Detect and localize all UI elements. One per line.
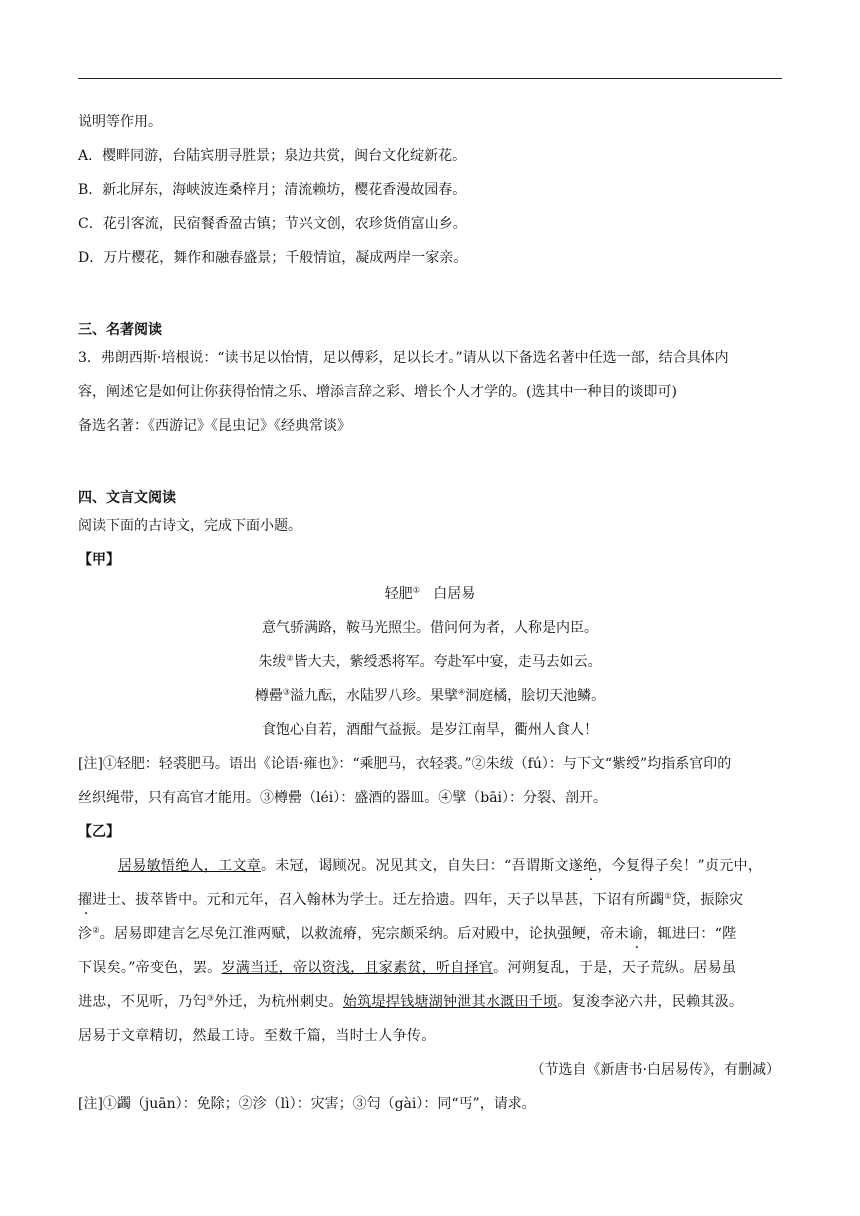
poem-title-line	[0, 584, 860, 604]
section3-heading: 三、名著阅读	[78, 322, 162, 338]
option-c: C．花引客流，民宿餐香盈古镇；节兴文创，农珍货俏富山乡。	[78, 216, 467, 232]
jia-note-line2: 丝织绳带，只有高官才能用。③樽罍（léi）：盛酒的器皿。④擘（bāi）：分裂、剖开。	[78, 790, 608, 806]
yi-label: 【乙】	[78, 824, 120, 840]
yi-source: （节选自《新唐书·白居易传》，有删减）	[530, 1062, 780, 1078]
poem-title-note: ①	[412, 585, 420, 595]
jia-note-line1: [注]①轻肥：轻裘肥马。语出《论语·雍也》：“乘肥马，衣轻裘。”②朱绂（fú）：与下文“紫绶”均指系官印的	[78, 756, 732, 772]
yi-line-1: 居易敏悟绝人，工文章。未冠，谒顾况。况见其文，自失曰：“吾谓斯文遂绝，今复得子矣！”贞元中，	[118, 858, 763, 874]
jia-label: 【甲】	[78, 552, 120, 568]
yi-line-3: 沴②。居易即建言乞尽免江淮两赋，以救流瘠，宪宗颇采纳。后对殿中，论执强鲠，帝未谕，辄进曰：“陛	[78, 925, 737, 942]
section3-books: 备选名著：《西游记》《昆虫记》《经典常谈》	[78, 418, 351, 434]
yi-line-5: 进忠，不见听，乃匄③外迁，为杭州刺史。始筑堤捍钱塘湖钟泄其水溉田千顷。复浚李泌六井，民赖其汲。	[78, 993, 744, 1010]
yi-line-4: 下误矣。”帝变色，罢。岁满当迁，帝以资浅，且家素贫，听自择官。河朔复乱，于是，天子荒纵。居易虽	[78, 960, 737, 976]
yi-line-2: 擢进士、拔萃皆中。元和元年，召入翰林为学士。迁左拾遗。四年，天子以旱甚，下诏有所蠲①贷，振除灾	[78, 891, 744, 908]
section3-question-line1: 3．弗朗西斯·培根说：“读书足以怡情，足以傅彩，足以长才。”请从以下备选名著中任选一部，结合具体内	[78, 350, 729, 366]
option-a: A．樱畔同游，台陆宾朋寻胜景；泉边共赏，闽台文化绽新花。	[78, 148, 467, 164]
option-b: B．新北屏东，海峡波连桑梓月；清流赖坊，樱花香漫故园春。	[78, 182, 467, 198]
option-d: D．万片樱花，舞作和融春盛景；千般情谊，凝成两岸一家亲。	[78, 250, 468, 266]
section4-instruction: 阅读下面的古诗文，完成下面小题。	[78, 518, 302, 534]
poem-title: 轻肥	[384, 586, 413, 602]
header-rule	[78, 78, 782, 79]
poem-line-1: 意气骄满路，鞍马光照尘。借问何为者，人称是内臣。	[262, 620, 598, 636]
yi-note: [注]①蠲（juān）：免除；②沴（lì）：灾害；③匄（gài）：同“丐”，请求。	[78, 1096, 536, 1112]
prev-tail: 说明等作用。	[78, 114, 162, 130]
yi-line-6: 居易于文章精切，然最工诗。至数千篇，当时士人争传。	[78, 1028, 436, 1044]
section3-question-line2: 容，阐述它是如何让你获得怡情之乐、增添言辞之彩、增长个人才学的。(选其中一种目的谈即可)	[78, 384, 677, 400]
section4-heading: 四、文言文阅读	[78, 490, 176, 506]
poem-line-2: 朱绂②皆大夫，紫绶悉将军。夸赴军中宴，走马去如云。	[258, 653, 602, 670]
poem-author: 白居易	[433, 586, 476, 602]
poem-line-3: 樽罍③溢九酝，水陆罗八珍。果擘④洞庭橘，脍切天池鳞。	[254, 687, 606, 704]
poem-line-4: 食饱心自若，酒酣气益振。是岁江南旱，衢州人食人！	[262, 722, 598, 738]
